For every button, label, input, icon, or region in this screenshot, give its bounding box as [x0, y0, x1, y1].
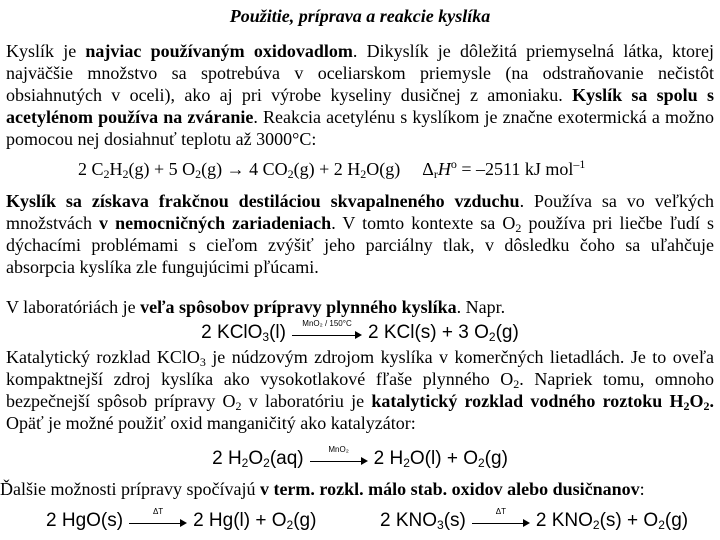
kno3-decomposition-equation: 2 $KNO_3(s)$ ΔT 2 $KNO_2(s) + O_2(g)$	[380, 506, 689, 532]
reaction-arrow: ΔT	[472, 515, 530, 527]
enthalpy-value: $\Delta_rH^o = -2511$ kJ mol$^{-1}$	[422, 157, 586, 181]
paragraph-catalytic: Katalytický rozklad KClO$_3$ je núdzovým zdrojom kyslíka v komerčných lietadlách. Je to oveľa kompaktnejší zdroj kyslíka ako vysokotlakové fľaše plynného $O_2$. Napriek tomu, omnoho bezpečnejší spôsob prípravy $O_2$ v laboratóriu je katalytický rozklad vodného roztoku $H_2O_2$. Opäť je možné použiť oxid manganičitý ako katalyzátor:	[6, 347, 715, 433]
acetylene-equation: 2 $C_2H_2(g) + 5$ $O_2(g) \to 4$ $CO_2(g) + 2$ $H_2O(g) \Delta_rH^o = -2511$ kJ mol$^{-1}$	[78, 157, 586, 181]
reaction-arrow: ΔT	[129, 515, 187, 527]
paragraph-production: Kyslík sa získava frakčnou destiláciou skvapalneného vzduchu. Používa sa vo veľkých množstvách v nemocničných zariadeniach. V tomto kontexte sa $O_2$ používa pri liečbe ľudí s dýchacími problémami s cieľom zvýšiť jeho parciálny tlak, v dôsledku čoho sa uľahčuje absorpcia kyslíka zle fungujúcimi pľúcami.	[6, 191, 714, 277]
paragraph-other-methods: Ďalšie možnosti prípravy spočívajú v term. rozkl. málo stab. oxidov alebo dusičnanov:	[0, 479, 645, 499]
page-title: Použitie, príprava a reakcie kyslíka	[229, 6, 491, 26]
kclo3-decomposition-equation: 2 KClO$_3$(l) MnO₂ / 150°C 2 KCl(s) + 3 $O_2(g)$	[201, 318, 519, 344]
reaction-arrow: MnO₂ / 150°C	[292, 327, 362, 339]
paragraph-uses: Kyslík je najviac používaným oxidovadlom. Dikyslík je dôležitá priemyselná látka, ktorej najväčšie množstvo sa spotrebúva v oceliarskom priemysle (na odstraňovanie nečistôt obsiahnutých v oceli), ako aj pri výrobe kyseliny dusičnej z amoniaku. Kyslík sa spolu s acetylénom používa na zváranie. Reakcia acetylénu s kyslíkom je značne exotermická a možno pomocou nej dosiahnuť teplotu až 3000°C:	[6, 41, 715, 149]
hgo-decomposition-equation: 2 HgO(s) ΔT 2 $Hg(l) + O_2(g)$	[46, 506, 317, 532]
reaction-arrow: MnO₂	[310, 453, 368, 465]
h2o2-decomposition-equation: 2 $H_2O_2(aq)$ MnO₂ 2 $H_2O(l) + O_2(g)$	[212, 444, 508, 470]
paragraph-lab-prep: V laboratóriách je veľa spôsobov prípravy plynného kyslíka. Napr.	[6, 297, 506, 317]
